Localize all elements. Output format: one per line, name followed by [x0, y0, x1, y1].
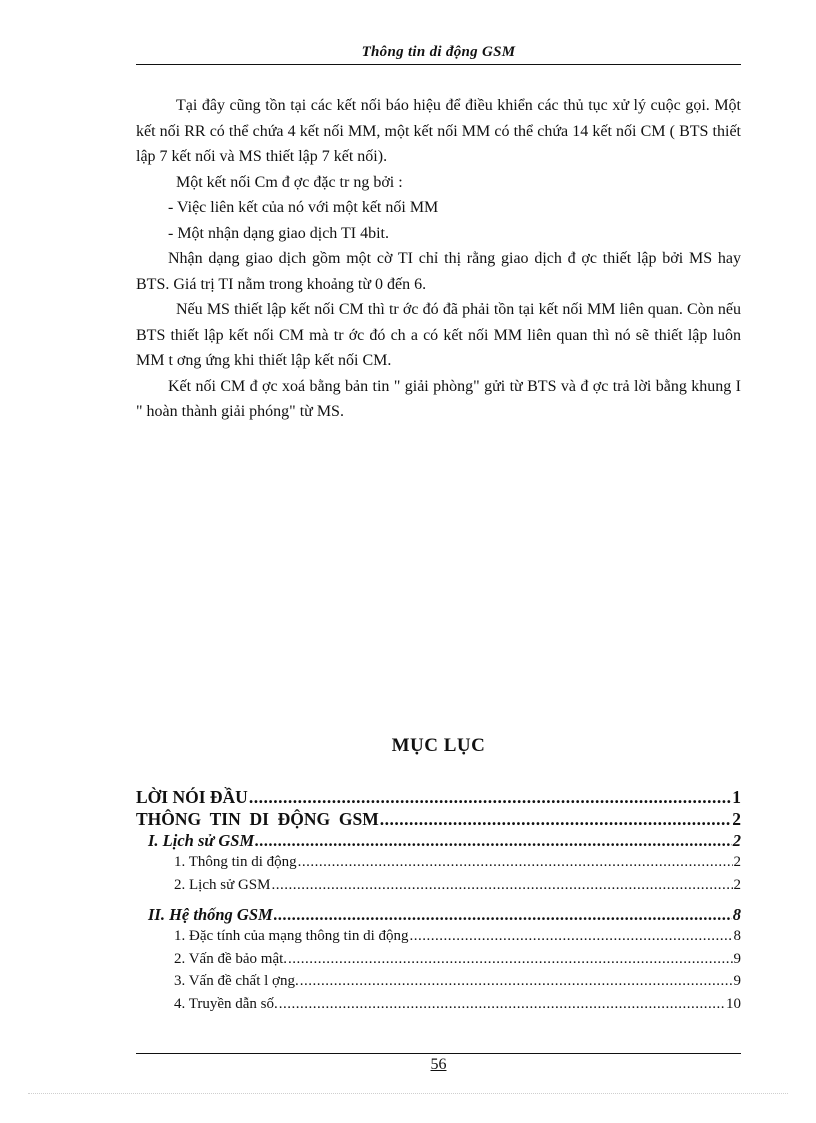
toc-leader-dots	[279, 996, 725, 1013]
page-number: 56	[430, 1056, 447, 1073]
toc-entry-label: I. Lịch sử GSM	[148, 831, 255, 850]
toc-entry[interactable]	[136, 973, 741, 996]
bullet-line: - Việc liên kết của nó với một kết nối MM	[168, 199, 439, 216]
toc-leader-dots	[380, 809, 731, 830]
toc-leader-dots	[249, 787, 731, 808]
toc-entry[interactable]	[136, 831, 741, 854]
paragraph: Kết nối CM đ ợc xoá bằng bản tin " giải phòng" gửi từ BTS và đ ợc trả lời bằng khung I " hoàn thành giải phóng" từ MS.	[136, 377, 741, 420]
toc-entry-label: 1. Đặc tính của mạng thông tin di động	[174, 928, 409, 944]
paragraph: Một kết nối Cm đ ợc đặc tr ng bởi :	[176, 173, 403, 191]
toc-entry-label: 4. Truyền dẫn số.	[174, 995, 278, 1012]
toc-leader-dots	[410, 928, 733, 945]
toc-entry-label: II. Hệ thống GSM	[148, 905, 273, 924]
paragraph: Tại đây cũng tồn tại các kết nối báo hiệu để điều khiển các thủ tục xử lý cuộc gọi. Một kết nối RR có thể chứa 4 kết nối MM, một kết nối MM có thể chứa 14 kết nối CM ( BTS thiết lập 7 kết nối và MS thiết lập 7 kết nối).	[136, 97, 741, 165]
page-edge-dots	[28, 1093, 788, 1094]
toc-entry[interactable]	[136, 951, 741, 974]
toc-entry-page: 8	[732, 905, 741, 924]
bullet-line: - Một nhận dạng giao dịch TI 4bit.	[168, 224, 389, 242]
toc-entry-page: 2	[733, 854, 741, 870]
toc-entry-label: 2. Lịch sử GSM	[174, 876, 271, 893]
toc-entry[interactable]	[136, 787, 741, 809]
toc-leader-dots	[298, 854, 733, 871]
toc-entry-label: THÔNG TIN DI ĐỘNG GSM	[136, 809, 379, 829]
paragraph: Nếu MS thiết lập kết nối CM thì tr ớc đó đã phải tồn tại kết nối MM liên quan. Còn nếu BTS thiết lập kết nối CM mà tr ớc đó ch a có kết nối MM liên quan thì nó sẽ thiết lập luôn MM t ơng ứng khi thiết lập kết nối CM.	[136, 301, 741, 369]
toc-entry[interactable]	[136, 905, 741, 928]
toc-entry-page: 2	[732, 809, 741, 829]
toc-entry-page: 9	[733, 950, 741, 967]
toc-leader-dots	[271, 877, 732, 894]
toc-entry[interactable]	[136, 877, 741, 900]
toc-leader-dots	[300, 973, 733, 990]
toc-leader-dots	[255, 831, 732, 851]
toc-entry-label: LỜI NÓI ĐẦU	[136, 787, 248, 807]
toc-entry-label: 3. Vấn đề chất l ợng.	[174, 973, 299, 989]
toc-entry-label: 2. Vấn đề bảo mật.	[174, 950, 288, 967]
toc-entry[interactable]	[136, 809, 741, 831]
toc-entry[interactable]	[136, 854, 741, 877]
running-header: Thông tin di động GSM	[361, 44, 516, 60]
footer-divider	[136, 1053, 741, 1054]
toc-entry-page: 2	[732, 831, 741, 850]
toc-entry-page: 1	[732, 787, 741, 807]
paragraph: Nhận dạng giao dịch gồm một cờ TI chỉ thị rằng giao dịch đ ợc thiết lập bởi MS hay BTS. Giá trị TI nằm trong khoảng từ 0 đến 6.	[136, 250, 741, 293]
toc-entry-page: 2	[733, 876, 741, 893]
toc-leader-dots	[288, 951, 732, 968]
body-text	[136, 93, 741, 425]
table-of-contents	[136, 787, 741, 1018]
toc-entry-page: 10	[726, 995, 741, 1012]
toc-title: MỤC LỤC	[391, 735, 486, 756]
toc-leader-dots	[274, 905, 732, 925]
header-divider	[136, 64, 741, 65]
toc-entry[interactable]	[136, 928, 741, 951]
toc-entry-page: 8	[733, 928, 741, 944]
toc-entry-label: 1. Thông tin di động	[174, 854, 297, 870]
toc-entry[interactable]	[136, 996, 741, 1019]
toc-entry-page: 9	[733, 973, 741, 989]
